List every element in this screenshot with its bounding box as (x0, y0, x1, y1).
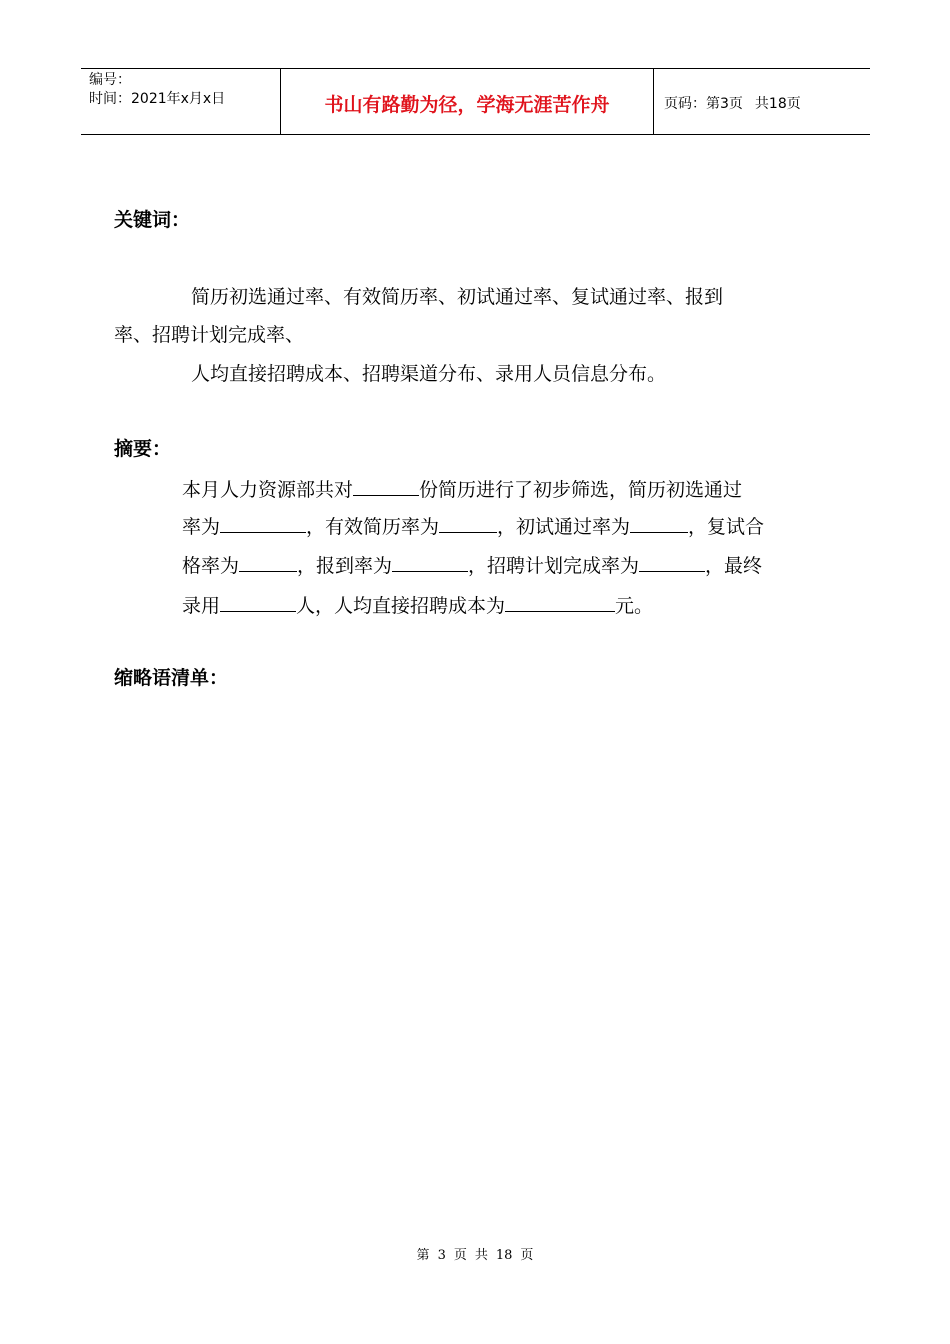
footer-text: 页 (520, 1248, 534, 1263)
abstract-text: 率为 (182, 516, 221, 538)
blank-second-interview-rate[interactable] (239, 551, 297, 572)
abstract-text: ，复试合 (688, 516, 765, 538)
time-label: 时间：2021年x月x日 (89, 91, 226, 107)
blank-initial-pass-rate[interactable] (220, 512, 306, 533)
abstract-text: 录用 (182, 595, 221, 617)
abstract-line-1 (182, 475, 742, 502)
abstract-heading: 摘要： (114, 438, 172, 460)
abstract-line-4 (182, 591, 653, 618)
blank-first-interview-rate[interactable] (630, 512, 688, 533)
abstract-text: ，初试通过率为 (497, 516, 631, 538)
footer-page-number: 3 (437, 1248, 446, 1263)
footer-total-pages: 18 (495, 1248, 513, 1263)
page-footer (0, 1248, 950, 1264)
blank-plan-completion-rate[interactable] (639, 551, 705, 572)
header-motto: 书山有路勤为径，学海无涯苦作舟 (281, 69, 654, 134)
footer-text: 共 (474, 1248, 488, 1263)
abstract-text: 份简历进行了初步筛选，简历初选通过 (419, 479, 743, 501)
abstract-line-2 (182, 512, 764, 539)
abbreviations-heading: 缩略语清单： (114, 667, 229, 689)
blank-hired-count[interactable] (220, 591, 296, 612)
footer-text: 第 (416, 1248, 430, 1263)
header-page-total: 共18页 (754, 95, 801, 112)
header-page-info (654, 69, 870, 134)
keywords-line-2: 率、招聘计划完成率、 (114, 324, 305, 346)
blank-resume-count[interactable] (353, 475, 419, 496)
abstract-text: ，报到率为 (297, 555, 393, 577)
abstract-text: 人，人均直接招聘成本为 (296, 595, 506, 617)
abstract-line-3 (182, 551, 762, 578)
blank-valid-resume-rate[interactable] (439, 512, 497, 533)
abstract-text: 元。 (615, 595, 654, 617)
abstract-text: 格率为 (182, 555, 240, 577)
page-header (81, 68, 870, 135)
header-page-code: 页码：第3页 (664, 95, 743, 112)
abstract-text: ，招聘计划完成率为 (468, 555, 640, 577)
blank-report-rate[interactable] (392, 551, 468, 572)
footer-text: 页 (453, 1248, 467, 1263)
keywords-line-1: 简历初选通过率、有效简历率、初试通过率、复试通过率、报到 (191, 286, 724, 308)
blank-cost-per-hire[interactable] (505, 591, 615, 612)
abstract-text: ，最终 (705, 555, 763, 577)
keywords-line-3: 人均直接招聘成本、招聘渠道分布、录用人员信息分布。 (191, 363, 667, 385)
number-label: 编号： (89, 72, 131, 88)
abstract-text: 本月人力资源部共对 (182, 479, 354, 501)
abstract-text: ，有效简历率为 (306, 516, 440, 538)
keywords-heading: 关键词： (114, 209, 191, 231)
header-meta (81, 69, 281, 134)
